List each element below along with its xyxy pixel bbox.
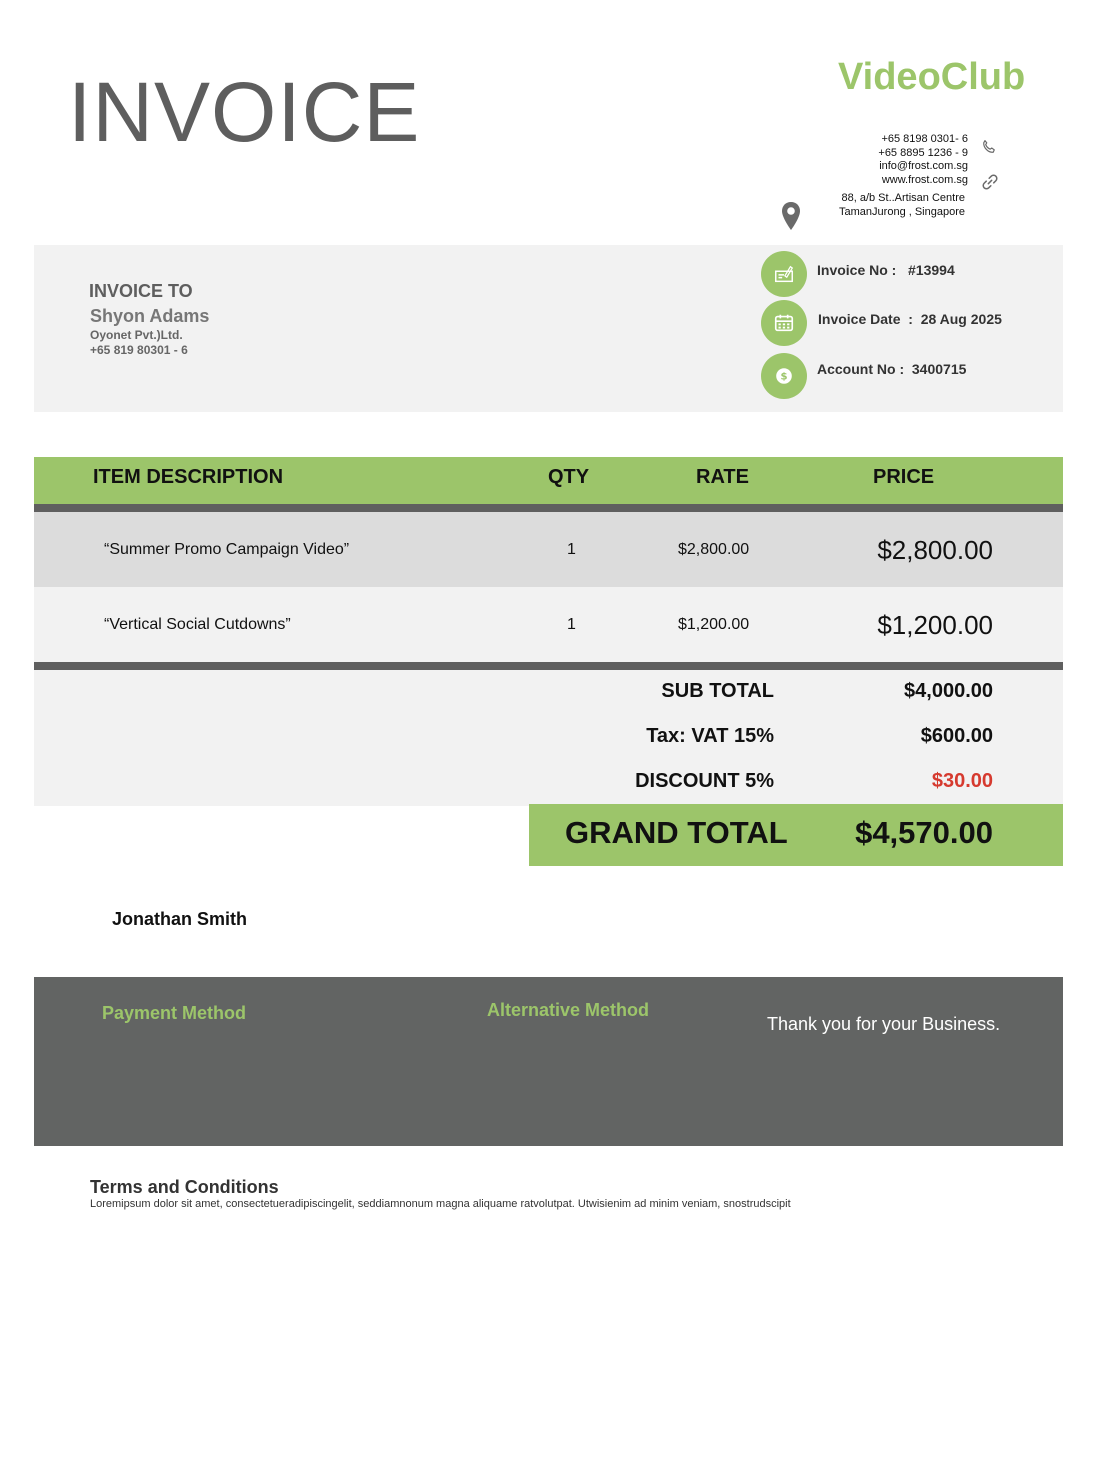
email[interactable]: info@frost.com.sg <box>879 160 968 172</box>
dollar-coin-icon <box>773 365 795 387</box>
customer-name: Shyon Adams <box>90 306 210 326</box>
row-price: $1,200.00 <box>877 610 993 640</box>
tax-label: Tax: VAT 15% <box>646 725 774 747</box>
account-number: Account No : 3400715 <box>817 361 967 377</box>
customer-company: Oyonet Pvt.)Ltd. <box>90 328 183 342</box>
row-description: “Vertical Social Cutdowns” <box>104 616 291 633</box>
customer-phone: +65 819 80301 - 6 <box>90 343 188 357</box>
account-number-badge <box>761 353 807 399</box>
invoice-title: INVOICE <box>68 65 421 159</box>
location-pin-icon <box>779 201 803 231</box>
row-qty: 1 <box>567 541 576 558</box>
address-line-2: TamanJurong , Singapore <box>839 205 965 218</box>
invoice-date-badge <box>761 300 807 346</box>
svg-text:$: $ <box>780 371 788 383</box>
subtotal-value: $4,000.00 <box>904 680 993 702</box>
subtotal-label: SUB TOTAL <box>661 680 774 702</box>
phone-1: +65 8198 0301- 6 <box>881 133 968 145</box>
table-top-rule <box>34 504 1063 512</box>
payment-method-heading: Payment Method <box>102 1003 247 1023</box>
tax-value: $600.00 <box>920 725 993 747</box>
phone-icon <box>980 138 998 156</box>
calendar-icon <box>773 312 795 334</box>
signer-name: Jonathan Smith <box>112 909 248 929</box>
column-header-rate: RATE <box>696 466 749 488</box>
website[interactable]: www.frost.com.sg <box>881 173 968 186</box>
invoice-date: Invoice Date : 28 Aug 2025 <box>818 311 1002 327</box>
phone-2: +65 8895 1236 - 9 <box>878 146 968 159</box>
row-price: $2,800.00 <box>877 535 993 565</box>
address-block <box>839 192 965 219</box>
terms-heading: Terms and Conditions <box>90 1177 279 1197</box>
column-header-price: PRICE <box>873 466 935 488</box>
brand-logo-text: VideoClub <box>838 56 1026 98</box>
table-bottom-rule <box>34 662 1063 670</box>
row-qty: 1 <box>567 616 576 633</box>
grand-total-label: GRAND TOTAL <box>565 815 788 850</box>
contact-block <box>878 133 968 187</box>
address-line-1: 88, a/b St..Artisan Centre <box>841 192 965 204</box>
thank-you-note: Thank you for your Business. <box>767 1014 1001 1034</box>
row-rate: $1,200.00 <box>678 616 750 633</box>
invoice-to-heading: INVOICE TO <box>89 281 193 301</box>
invoice-number-badge <box>761 251 807 297</box>
row-description: “Summer Promo Campaign Video” <box>104 541 350 558</box>
terms-body: Loremipsum dolor sit amet, consectetueradipiscingelit, seddiamnonum magna aliquame ratvolutpat. Utwisienim ad minim veniam, snostrudscipit <box>90 1198 791 1210</box>
alternative-method-heading: Alternative Method <box>487 1000 650 1020</box>
grand-total-value: $4,570.00 <box>855 815 993 850</box>
link-icon <box>980 172 1000 192</box>
discount-label: DISCOUNT 5% <box>635 770 774 792</box>
row-rate: $2,800.00 <box>678 541 750 558</box>
invoice-icon <box>773 263 795 285</box>
invoice-number: Invoice No : #13994 <box>817 262 955 278</box>
column-header-description: ITEM DESCRIPTION <box>93 466 284 488</box>
column-header-qty: QTY <box>548 466 590 488</box>
discount-value: $30.00 <box>931 770 993 792</box>
